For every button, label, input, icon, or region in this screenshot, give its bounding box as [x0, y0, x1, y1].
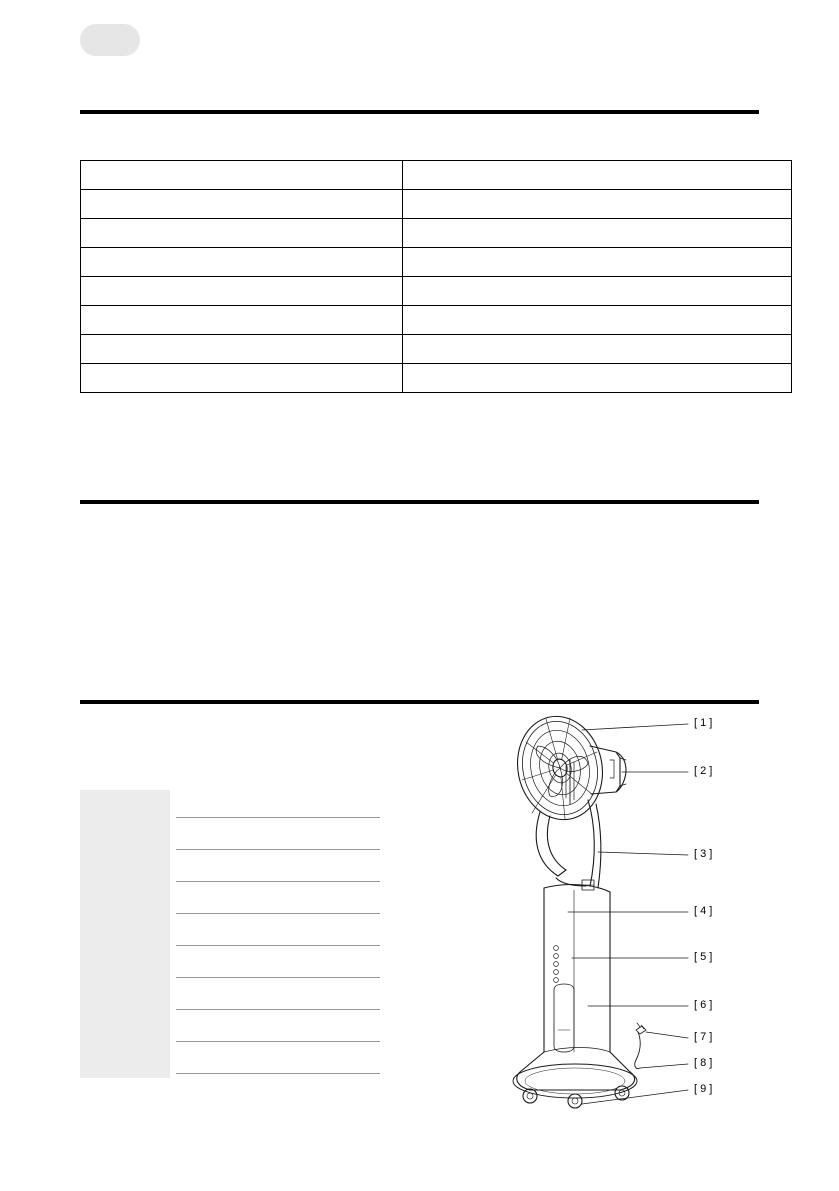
part-value — [176, 1014, 380, 1046]
callout-1: [ 1 ] — [694, 717, 713, 729]
parts-list — [80, 790, 380, 1078]
callout-5: [ 5 ] — [694, 951, 713, 963]
table-row — [81, 277, 792, 306]
spec-value — [403, 277, 792, 306]
part-key — [80, 886, 170, 918]
callout-8: [ 8 ] — [694, 1057, 713, 1069]
section-rule-specifications — [80, 110, 759, 114]
table-row — [81, 248, 792, 277]
page-number-badge — [80, 24, 140, 56]
list-item — [80, 982, 380, 1014]
part-key — [80, 822, 170, 854]
product-diagram — [470, 700, 770, 1120]
spec-value — [403, 161, 792, 190]
list-item — [80, 854, 380, 886]
part-value — [176, 950, 380, 982]
list-item — [80, 950, 380, 982]
spec-value — [403, 248, 792, 277]
callout-3: [ 3 ] — [694, 848, 713, 860]
list-item — [80, 886, 380, 918]
list-item — [80, 790, 380, 822]
part-key — [80, 1014, 170, 1046]
callout-7: [ 7 ] — [694, 1031, 713, 1043]
part-key — [80, 982, 170, 1014]
table-row — [81, 190, 792, 219]
spec-label — [81, 161, 403, 190]
table-row — [81, 219, 792, 248]
callout-4: [ 4 ] — [694, 905, 713, 917]
spec-value — [403, 190, 792, 219]
part-key — [80, 854, 170, 886]
part-value — [176, 886, 380, 918]
part-value — [176, 1046, 380, 1078]
part-key — [80, 1046, 170, 1078]
part-key — [80, 950, 170, 982]
spec-label — [81, 190, 403, 219]
part-value — [176, 822, 380, 854]
section-rule-middle — [80, 500, 759, 504]
table-row — [81, 306, 792, 335]
specification-table — [80, 160, 792, 393]
callout-6: [ 6 ] — [694, 999, 713, 1011]
spec-value — [403, 306, 792, 335]
table-row — [81, 364, 792, 393]
spec-value — [403, 335, 792, 364]
callout-2: [ 2 ] — [694, 765, 713, 777]
list-item — [80, 1014, 380, 1046]
spec-label — [81, 248, 403, 277]
part-value — [176, 790, 380, 822]
part-value — [176, 854, 380, 886]
part-key — [80, 918, 170, 950]
part-key — [80, 790, 170, 822]
list-item — [80, 1046, 380, 1078]
table-row — [81, 335, 792, 364]
spec-label — [81, 306, 403, 335]
spec-value — [403, 219, 792, 248]
table-row — [81, 161, 792, 190]
spec-label — [81, 335, 403, 364]
callout-9: [ 9 ] — [694, 1083, 713, 1095]
list-item — [80, 822, 380, 854]
spec-label — [81, 219, 403, 248]
spec-value — [403, 364, 792, 393]
part-value — [176, 982, 380, 1014]
spec-label — [81, 364, 403, 393]
list-item — [80, 918, 380, 950]
misting-fan-illustration — [470, 700, 770, 1120]
spec-label — [81, 277, 403, 306]
part-value — [176, 918, 380, 950]
